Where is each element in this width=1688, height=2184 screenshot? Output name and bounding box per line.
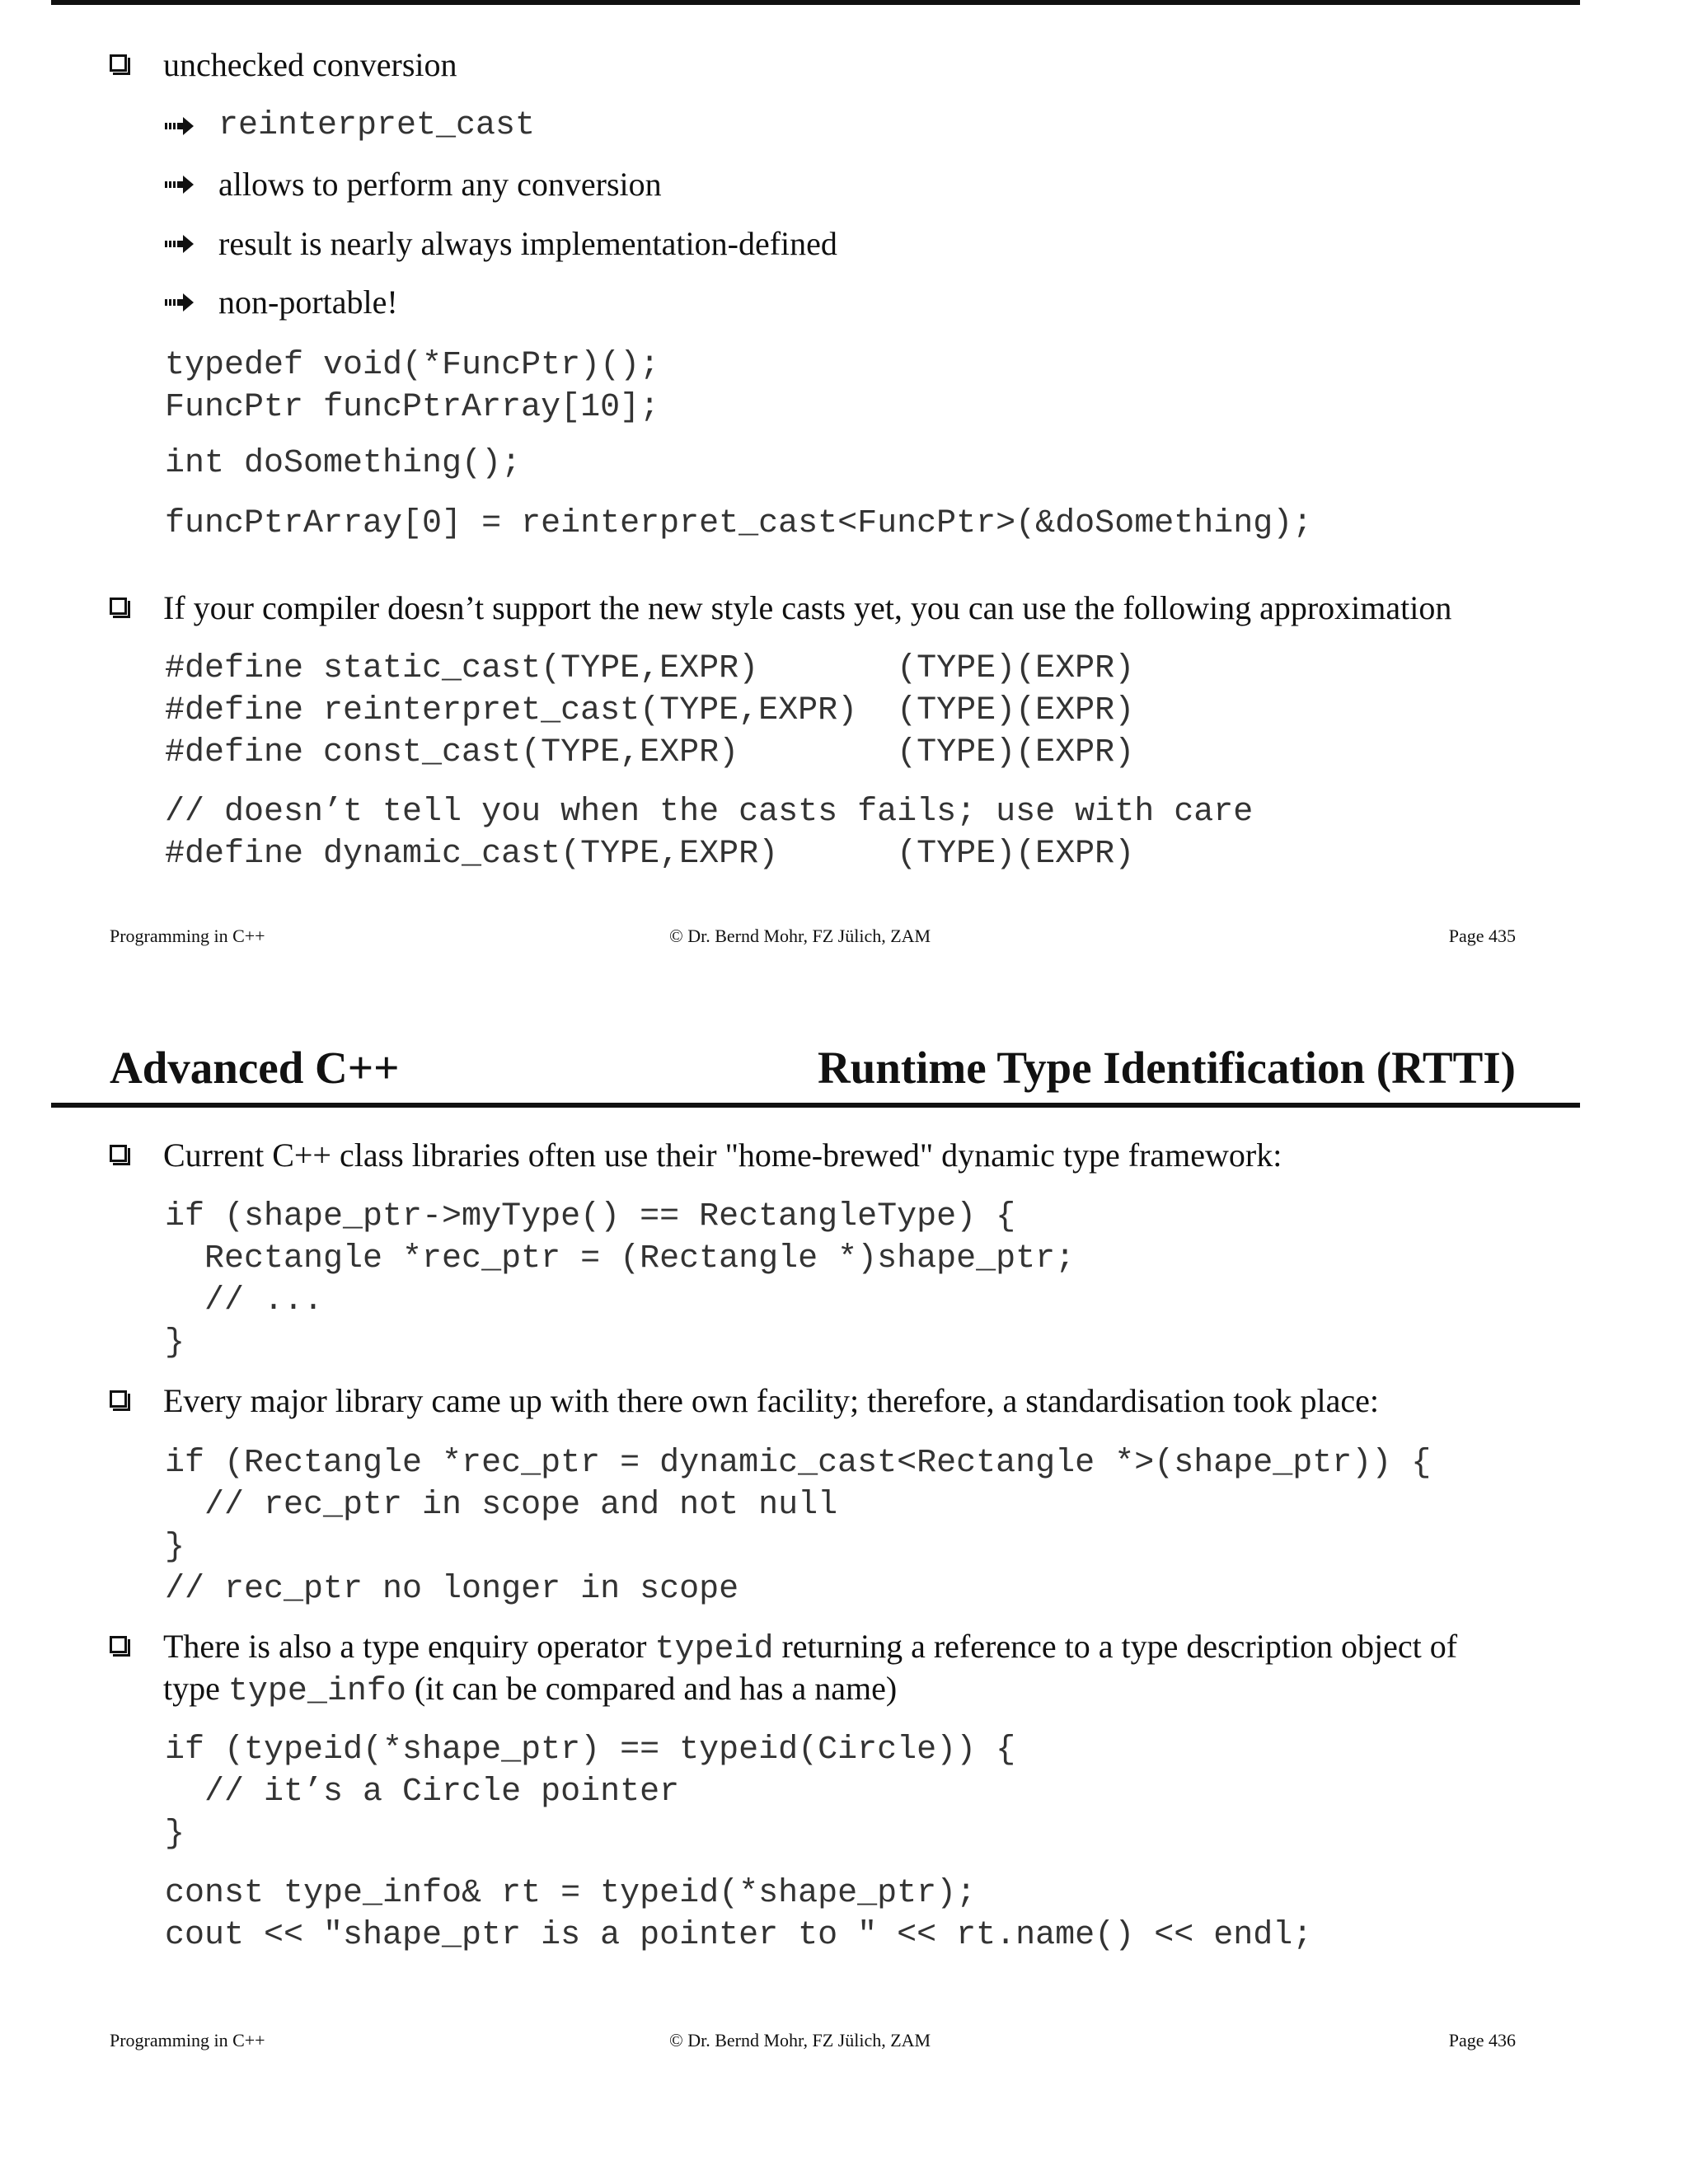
inline-code-type-info: type_info <box>227 1673 406 1710</box>
bullet-text: Every major library came up with there own facility; therefore, a standardisation took place: <box>163 1382 1379 1419</box>
code-block-mytype-check: if (shape_ptr->myType() == RectangleType) { Rectangle *rec_ptr = (Rectangle *)shape_ptr; // ... } <box>165 1198 1076 1361</box>
bullet-text: Current C++ class libraries often use their "home-brewed" dynamic type framework: <box>163 1137 1282 1174</box>
code-block-dynamic-cast-macro: // doesn’t tell you when the casts fails; use with care #define dynamic_cast(TYPE,EXPR) (TYPE)(EXPR) <box>165 794 1254 873</box>
code-block-reinterpret-cast-example: funcPtrArray[0] = reinterpret_cast<FuncPtr>(&doSomething); <box>165 505 1313 542</box>
footer-copyright: © Dr. Bernd Mohr, FZ Jülich, ZAM <box>669 2030 931 2050</box>
bullet-text <box>163 1667 897 1713</box>
footer-course-title: Programming in C++ <box>110 926 265 946</box>
bullet-text: If your compiler doesn’t support the new style casts yet, you can use the following approximation <box>163 589 1452 626</box>
inline-code-typeid: typeid <box>654 1631 774 1668</box>
sub-item-text: result is nearly always implementation-defined <box>218 225 837 262</box>
bullet-text-part: type <box>163 1670 228 1707</box>
arrow-bullet-icon <box>165 172 195 197</box>
checkbox-bullet-icon <box>110 1145 127 1162</box>
sub-item-text: non-portable! <box>218 284 398 321</box>
section-title: Advanced C++ <box>110 1043 400 1093</box>
footer-page-number: Page 436 <box>1448 2030 1516 2050</box>
checkbox-bullet-icon <box>110 1390 127 1408</box>
code-block-type-info-name: const type_info& rt = typeid(*shape_ptr); cout << "shape_ptr is a pointer to " << rt.name() << endl; <box>165 1875 1313 1954</box>
bullet-text: unchecked conversion <box>163 46 457 83</box>
footer-course-title: Programming in C++ <box>110 2030 265 2050</box>
code-block-typeid-compare: if (typeid(*shape_ptr) == typeid(Circle)) { // it’s a Circle pointer } <box>165 1732 1016 1853</box>
code-block-funcptr-typedef: typedef void(*FuncPtr)(); FuncPtr funcPtrArray[10]; <box>165 347 660 426</box>
sub-item-text: allows to perform any conversion <box>218 166 662 203</box>
bullet-text-part: There is also a type enquiry operator <box>163 1628 655 1665</box>
footer-copyright: © Dr. Bernd Mohr, FZ Jülich, ZAM <box>669 926 931 946</box>
page-title: Runtime Type Identification (RTTI) <box>817 1043 1516 1093</box>
code-block-do-something: int doSomething(); <box>165 445 522 482</box>
code-block-define-macros: #define static_cast(TYPE,EXPR) (TYPE)(EXPR) #define reinterpret_cast(TYPE,EXPR) (TYPE)(EXPR) #define const_cast(TYPE,EXPR) (TYPE)(EXPR) <box>165 650 1135 771</box>
checkbox-bullet-icon <box>110 54 127 72</box>
sub-item-text: reinterpret_cast <box>218 107 536 144</box>
code-block-dynamic-cast-example: if (Rectangle *rec_ptr = dynamic_cast<Rectangle *>(shape_ptr)) { // rec_ptr in scope and not null } // rec_ptr no longer in scope <box>165 1445 1432 1608</box>
bullet-text <box>163 1625 1457 1671</box>
top-rule <box>51 0 1580 5</box>
bullet-text-part: returning a reference to a type description object of <box>773 1628 1458 1665</box>
arrow-bullet-icon <box>165 290 195 315</box>
checkbox-bullet-icon <box>110 1636 127 1653</box>
arrow-bullet-icon <box>165 232 195 256</box>
footer-page-number: Page 435 <box>1448 926 1516 946</box>
arrow-bullet-icon <box>165 114 195 138</box>
heading-rule <box>51 1103 1580 1108</box>
bullet-text-part: (it can be compared and has a name) <box>406 1670 898 1707</box>
checkbox-bullet-icon <box>110 598 127 615</box>
